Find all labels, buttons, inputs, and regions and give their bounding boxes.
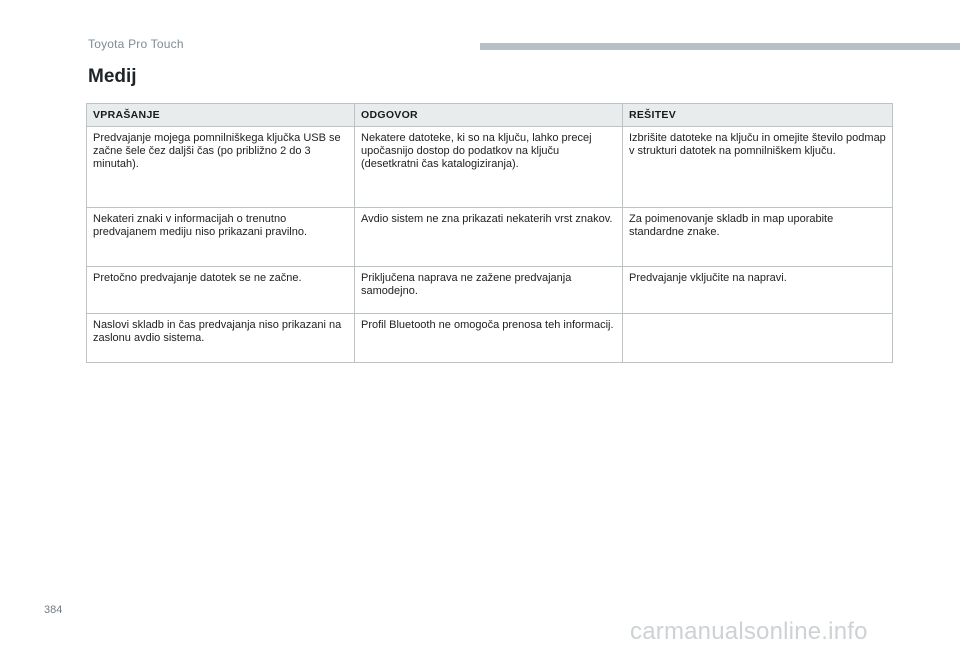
table-row [87,314,893,363]
header-bar [480,43,960,50]
table-row [87,127,893,208]
question-cell: Naslovi skladb in čas predvajanja niso prikazani na zaslonu avdio sistema. [87,314,355,363]
answer-cell: Avdio sistem ne zna prikazati nekaterih vrst znakov. [355,208,623,267]
faq-table [86,103,893,363]
column-header-answer: ODGOVOR [355,104,623,127]
column-header-solution: REŠITEV [623,104,893,127]
section-title: Medij [88,66,137,87]
answer-cell: Profil Bluetooth ne omogoča prenosa teh informacij. [355,314,623,363]
header-title: Toyota Pro Touch [88,37,184,51]
solution-cell: Izbrišite datoteke na ključu in omejite število podmap v strukturi datotek na pomnilniškem ključu. [623,127,893,208]
answer-cell: Nekatere datoteke, ki so na ključu, lahko precej upočasnijo dostop do podatkov na ključu (desetkratni čas katalogiziranja). [355,127,623,208]
solution-cell: Predvajanje vključite na napravi. [623,267,893,314]
question-cell: Pretočno predvajanje datotek se ne začne. [87,267,355,314]
table-header-row [87,104,893,127]
table-row [87,208,893,267]
solution-cell: Za poimenovanje skladb in map uporabite standardne znake. [623,208,893,267]
table-row [87,267,893,314]
page-number: 384 [44,604,63,616]
question-cell: Nekateri znaki v informacijah o trenutno predvajanem mediju niso prikazani pravilno. [87,208,355,267]
watermark: carmanualsonline.info [630,618,868,645]
column-header-question: VPRAŠANJE [87,104,355,127]
question-cell: Predvajanje mojega pomnilniškega ključka USB se začne šele čez daljši čas (po približno 2 do 3 minutah). [87,127,355,208]
answer-cell: Priključena naprava ne zažene predvajanja samodejno. [355,267,623,314]
solution-cell [623,314,893,363]
